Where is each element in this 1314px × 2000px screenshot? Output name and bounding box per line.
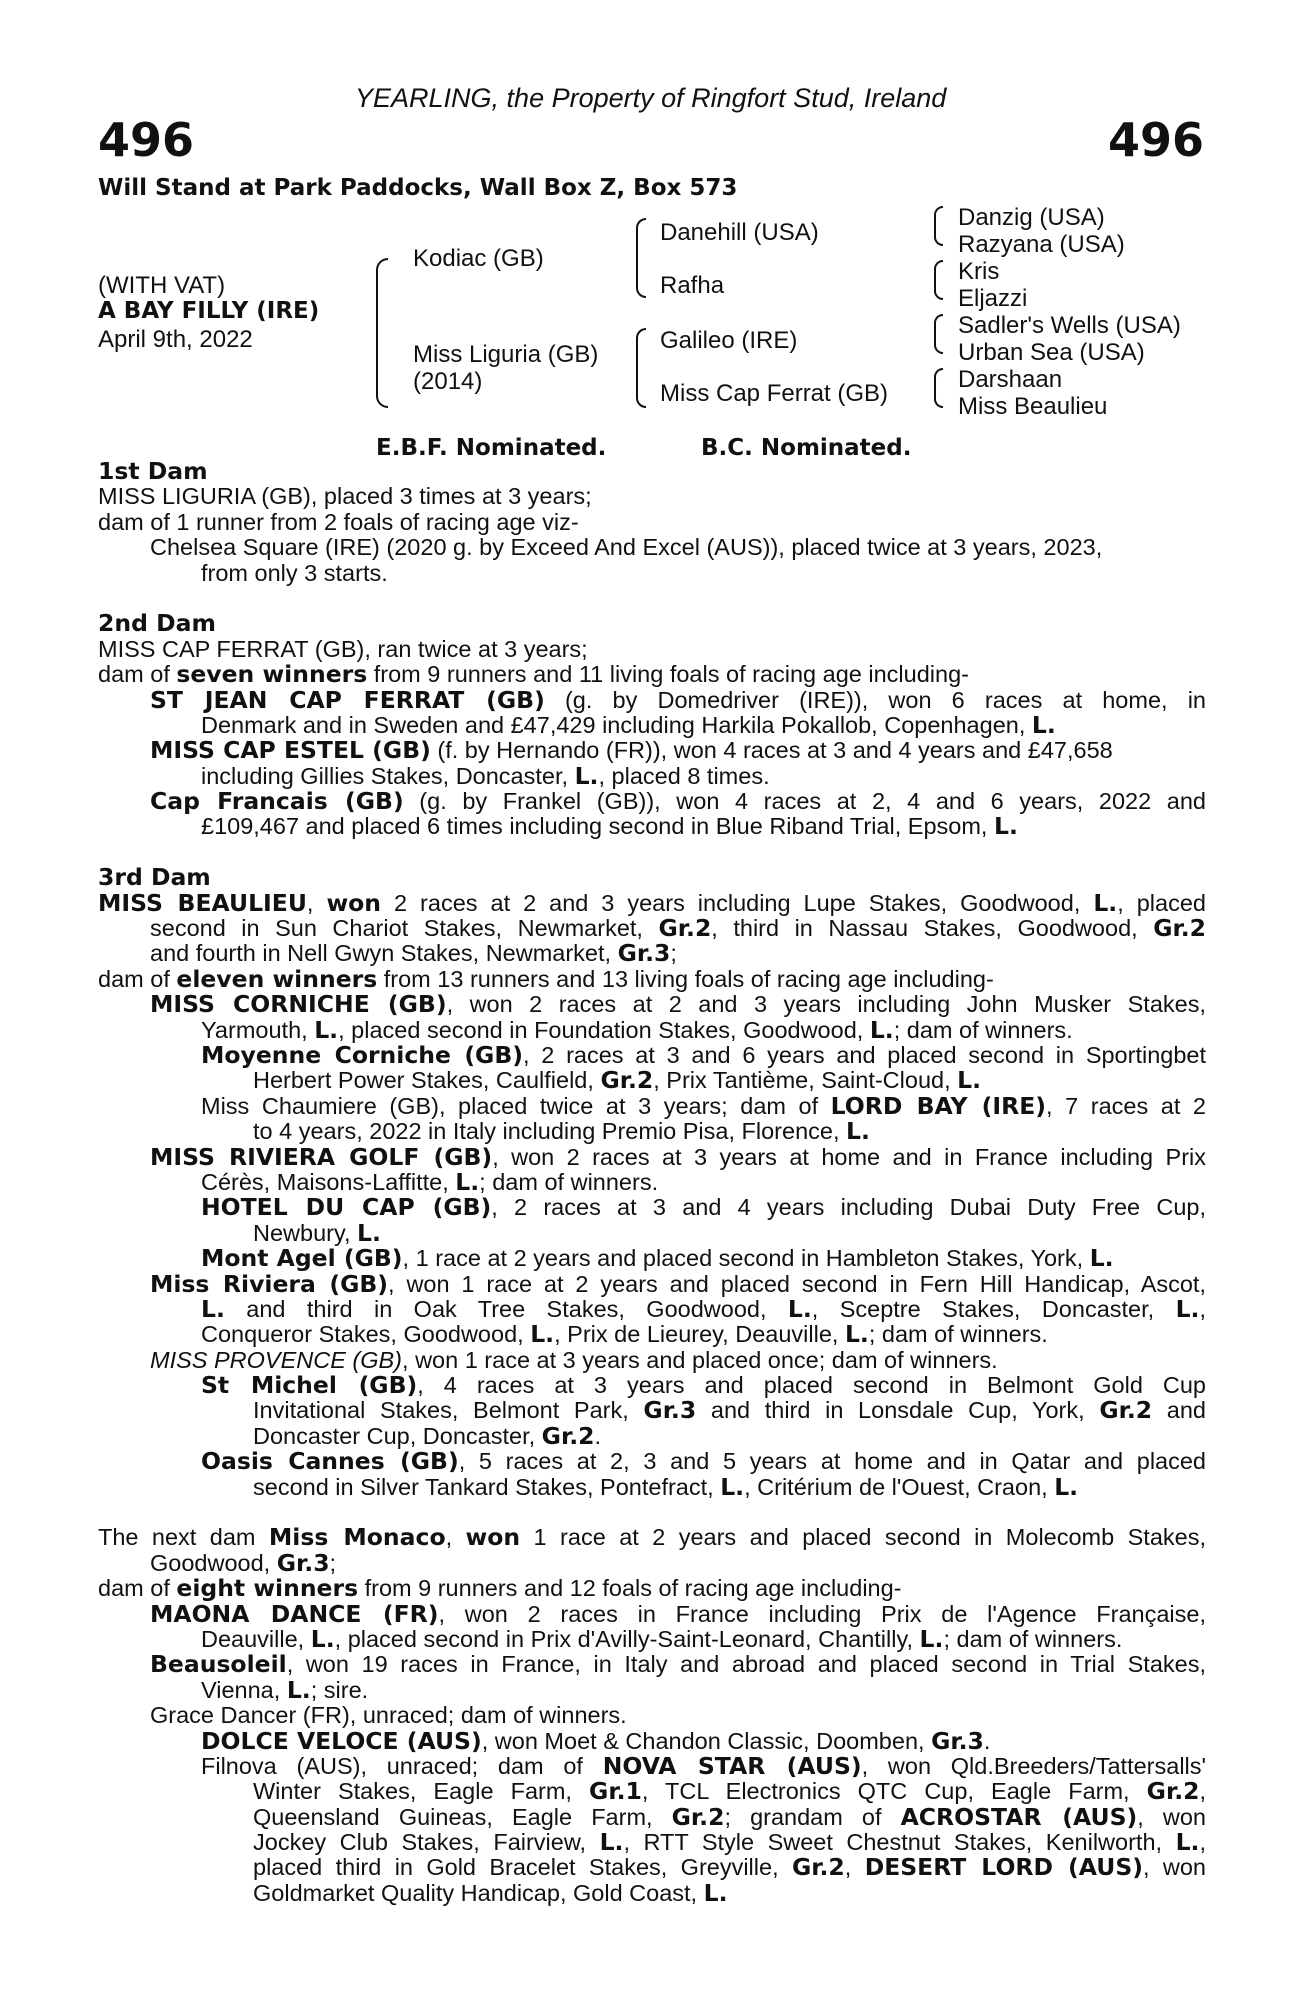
- second-dam-line: Cap Francais (GB) (g. by Frankel (GB)), won 4 races at 2, 4 and 6 years, 2022 and: [150, 787, 1207, 816]
- second-dam-line: dam of seven winners from 9 runners and 11 living foals of racing age including-: [98, 660, 969, 689]
- foaling-date: April 9th, 2022: [98, 326, 253, 353]
- pedigree-sire-dam: Rafha: [660, 272, 725, 299]
- third-dam-line: Doncaster Cup, Doncaster, Gr.2.: [253, 1421, 602, 1450]
- bc-nomination: B.C. Nominated.: [701, 435, 912, 461]
- next-dam-line: Winter Stakes, Eagle Farm, Gr.1, TCL Electronics QTC Cup, Eagle Farm, Gr.2,: [253, 1777, 1207, 1806]
- horse-name: A BAY FILLY (IRE): [98, 298, 320, 324]
- third-dam-line: second in Silver Tankard Stakes, Pontefract, L., Critérium de l'Ouest, Craon, L.: [253, 1472, 1079, 1501]
- third-dam-line: and fourth in Nell Gwyn Stakes, Newmarket, Gr.3;: [150, 939, 677, 968]
- third-dam-line: Miss Chaumiere (GB), placed twice at 3 years; dam of LORD BAY (IRE), 7 races at 2: [201, 1091, 1206, 1120]
- pedigree-dds: Darshaan: [958, 366, 1063, 393]
- pedigree-dam: Miss Liguria (GB): [413, 341, 599, 368]
- next-dam-line: DOLCE VELOCE (AUS), won Moet & Chandon Classic, Doomben, Gr.3.: [201, 1726, 991, 1755]
- ebf-nomination: E.B.F. Nominated.: [376, 435, 607, 461]
- third-dam-line: MISS PROVENCE (GB), won 1 race at 3 years and placed once; dam of winners.: [150, 1346, 998, 1373]
- first-dam-heading: 1st Dam: [98, 457, 208, 485]
- next-dam-line: The next dam Miss Monaco, won 1 race at 2 years and placed second in Molecomb Stakes,: [98, 1523, 1206, 1552]
- pedigree-brace-main: [376, 258, 388, 408]
- third-dam-line: MISS CORNICHE (GB), won 2 races at 2 and 3 years including John Musker Stakes,: [150, 990, 1206, 1019]
- pedigree-sss: Danzig (USA): [958, 204, 1105, 231]
- pedigree-dam-sire: Galileo (IRE): [660, 327, 798, 354]
- third-dam-line: MISS RIVIERA GOLF (GB), won 2 races at 3 years at home and in France including Prix: [150, 1142, 1206, 1171]
- third-dam-line: Miss Riviera (GB), won 1 race at 2 years and placed second in Fern Hill Handicap, Ascot,: [150, 1269, 1206, 1298]
- pedigree-dam-year: (2014): [413, 368, 483, 395]
- lot-number-left: 496: [98, 113, 195, 167]
- pedigree-brace-dd: [934, 368, 943, 408]
- next-dam-line: Deauville, L., placed second in Prix d'Avilly-Saint-Leonard, Chantilly, L.; dam of winners.: [201, 1624, 1123, 1653]
- second-dam-heading: 2nd Dam: [98, 609, 216, 638]
- third-dam-line: MISS BEAULIEU, won 2 races at 2 and 3 years including Lupe Stakes, Goodwood, L., placed: [98, 888, 1206, 917]
- next-dam-line: Beausoleil, won 19 races in France, in Italy and abroad and placed second in Trial Stakes,: [150, 1650, 1206, 1679]
- next-dam-line: Jockey Club Stakes, Fairview, L., RTT Style Sweet Chestnut Stakes, Kenilworth, L.,: [253, 1828, 1206, 1857]
- first-dam-line: MISS LIGURIA (GB), placed 3 times at 3 years;: [98, 483, 592, 510]
- pedigree-dss: Sadler's Wells (USA): [958, 312, 1181, 339]
- first-dam-line: dam of 1 runner from 2 foals of racing age viz-: [98, 508, 579, 535]
- stand-location: Will Stand at Park Paddocks, Wall Box Z, Box 573: [98, 175, 738, 201]
- second-dam-line: MISS CAP ESTEL (GB) (f. by Hernando (FR)), won 4 races at 3 and 4 years and £47,658: [150, 736, 1113, 765]
- first-dam-line: from only 3 starts.: [201, 559, 388, 586]
- third-dam-line: Oasis Cannes (GB), 5 races at 2, 3 and 5 years at home and in Qatar and placed: [201, 1447, 1207, 1476]
- third-dam-line: to 4 years, 2022 in Italy including Premio Pisa, Florence, L.: [253, 1117, 870, 1146]
- pedigree-brace-dam: [636, 328, 646, 408]
- third-dam-heading: 3rd Dam: [98, 863, 211, 892]
- second-dam-line: including Gillies Stakes, Doncaster, L., placed 8 times.: [201, 761, 770, 790]
- second-dam-line: MISS CAP FERRAT (GB), ran twice at 3 years;: [98, 635, 588, 662]
- second-dam-line: ST JEAN CAP FERRAT (GB) (g. by Domedriver (IRE)), won 6 races at home, in: [150, 685, 1206, 714]
- pedigree-ssd: Razyana (USA): [958, 231, 1125, 258]
- second-dam-line: £109,467 and placed 6 times including second in Blue Riband Trial, Epsom, L.: [201, 812, 1018, 841]
- pedigree-dsd: Urban Sea (USA): [958, 339, 1145, 366]
- next-dam-line: Vienna, L.; sire.: [201, 1675, 369, 1704]
- third-dam-line: dam of eleven winners from 13 runners and 13 living foals of racing age including-: [98, 964, 994, 993]
- next-dam-line: dam of eight winners from 9 runners and 12 foals of racing age including-: [98, 1574, 902, 1603]
- pedigree-brace-ss: [934, 206, 943, 246]
- second-dam-line: Denmark and in Sweden and £47,429 including Harkila Pokallob, Copenhagen, L.: [201, 710, 1056, 739]
- third-dam-line: Mont Agel (GB), 1 race at 2 years and placed second in Hambleton Stakes, York, L.: [201, 1244, 1114, 1273]
- third-dam-line: Conqueror Stakes, Goodwood, L., Prix de Lieurey, Deauville, L.; dam of winners.: [201, 1320, 1048, 1349]
- third-dam-line: second in Sun Chariot Stakes, Newmarket, Gr.2, third in Nassau Stakes, Goodwood, Gr.2: [150, 914, 1206, 943]
- pedigree-sdd: Eljazzi: [958, 285, 1028, 312]
- third-dam-line: Newbury, L.: [253, 1218, 381, 1247]
- next-dam-line: Grace Dancer (FR), unraced; dam of winners.: [150, 1702, 627, 1729]
- pedigree-brace-ds: [934, 314, 943, 354]
- third-dam-line: St Michel (GB), 4 races at 3 years and placed second in Belmont Gold Cup: [201, 1371, 1206, 1400]
- next-dam-line: Goodwood, Gr.3;: [150, 1548, 337, 1577]
- next-dam-line: Queensland Guineas, Eagle Farm, Gr.2; grandam of ACROSTAR (AUS), won: [253, 1802, 1206, 1831]
- next-dam-line: Filnova (AUS), unraced; dam of NOVA STAR (AUS), won Qld.Breeders/Tattersalls': [201, 1751, 1207, 1780]
- third-dam-line: HOTEL DU CAP (GB), 2 races at 3 and 4 years including Dubai Duty Free Cup,: [201, 1193, 1206, 1222]
- pedigree-sire: Kodiac (GB): [413, 245, 544, 272]
- next-dam-line: Goldmarket Quality Handicap, Gold Coast, L.: [253, 1878, 728, 1907]
- pedigree-brace-sire: [636, 218, 646, 298]
- catalogue-body: [98, 459, 1206, 1906]
- next-dam-line: placed third in Gold Bracelet Stakes, Greyville, Gr.2, DESERT LORD (AUS), won: [253, 1853, 1207, 1882]
- next-dam-line: MAONA DANCE (FR), won 2 races in France including Prix de l'Agence Française,: [150, 1599, 1206, 1628]
- third-dam-line: Moyenne Corniche (GB), 2 races at 3 and 6 years and placed second in Sportingbet: [201, 1040, 1207, 1069]
- third-dam-line: Invitational Stakes, Belmont Park, Gr.3 and third in Lonsdale Cup, York, Gr.2 and: [253, 1396, 1206, 1425]
- first-dam-line: Chelsea Square (IRE) (2020 g. by Exceed And Excel (AUS)), placed twice at 3 years, 2023,: [150, 534, 1103, 561]
- third-dam-line: L. and third in Oak Tree Stakes, Goodwood, L., Sceptre Stakes, Doncaster, L.,: [201, 1294, 1206, 1323]
- pedigree-dam-dam: Miss Cap Ferrat (GB): [660, 380, 889, 407]
- third-dam-line: Yarmouth, L., placed second in Foundation Stakes, Goodwood, L.; dam of winners.: [201, 1015, 1073, 1044]
- pedigree-sds: Kris: [958, 258, 1000, 285]
- pedigree-brace-sd: [934, 260, 943, 300]
- pedigree-ddd: Miss Beaulieu: [958, 393, 1108, 420]
- lot-number-right: 496: [1107, 113, 1204, 167]
- third-dam-line: Herbert Power Stakes, Caulfield, Gr.2, Prix Tantième, Saint-Cloud, L.: [253, 1066, 982, 1095]
- sale-header: YEARLING, the Property of Ringfort Stud, Ireland: [355, 83, 947, 113]
- vat-note: (WITH VAT): [98, 272, 226, 299]
- pedigree-sire-sire: Danehill (USA): [660, 219, 819, 246]
- third-dam-line: Cérès, Maisons-Laffitte, L.; dam of winners.: [201, 1167, 659, 1196]
